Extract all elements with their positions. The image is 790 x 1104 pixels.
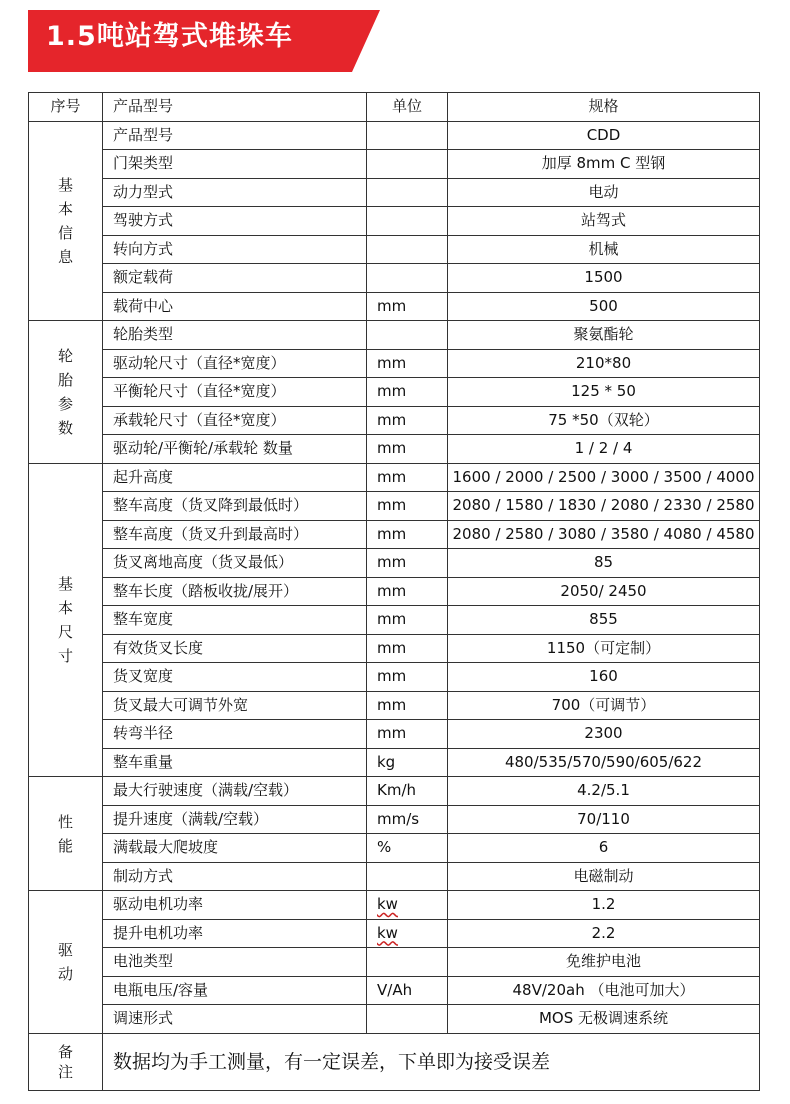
- item-unit: [367, 264, 448, 293]
- item-spec: 210*80: [448, 349, 760, 378]
- item-spec: 1.2: [448, 891, 760, 920]
- item-spec: 700（可调节）: [448, 691, 760, 720]
- item-spec: 500: [448, 292, 760, 321]
- item-unit: mm: [367, 492, 448, 521]
- table-row: [29, 549, 760, 578]
- table-row: [29, 748, 760, 777]
- table-row: [29, 577, 760, 606]
- item-spec: 125 * 50: [448, 378, 760, 407]
- item-unit: [367, 150, 448, 179]
- item-name: 承载轮尺寸（直径*宽度）: [103, 406, 367, 435]
- table-row: [29, 976, 760, 1005]
- table-row: [29, 150, 760, 179]
- item-name: 最大行驶速度（满载/空载）: [103, 777, 367, 806]
- item-spec: 855: [448, 606, 760, 635]
- item-name: 满载最大爬坡度: [103, 834, 367, 863]
- item-name: 整车高度（货叉升到最高时）: [103, 520, 367, 549]
- table-row: [29, 349, 760, 378]
- item-unit: [367, 919, 448, 948]
- item-unit: mm: [367, 378, 448, 407]
- item-unit: mm/s: [367, 805, 448, 834]
- item-unit: mm: [367, 634, 448, 663]
- group-label: 性 能: [29, 777, 103, 891]
- table-row: [29, 720, 760, 749]
- table-row: [29, 634, 760, 663]
- group-label: 轮 胎 参 数: [29, 321, 103, 464]
- item-name: 载荷中心: [103, 292, 367, 321]
- item-spec: 2080 / 2580 / 3080 / 3580 / 4080 / 4580: [448, 520, 760, 549]
- item-name: 整车长度（踏板收拢/展开）: [103, 577, 367, 606]
- item-spec: 1600 / 2000 / 2500 / 3000 / 3500 / 4000: [448, 463, 760, 492]
- item-name: 驱动轮/平衡轮/承载轮 数量: [103, 435, 367, 464]
- item-unit: mm: [367, 463, 448, 492]
- item-spec: 70/110: [448, 805, 760, 834]
- table-row: [29, 834, 760, 863]
- item-name: 动力型式: [103, 178, 367, 207]
- unit-text: kw: [377, 923, 398, 942]
- item-name: 转弯半径: [103, 720, 367, 749]
- item-spec: 2.2: [448, 919, 760, 948]
- item-name: 整车高度（货叉降到最低时）: [103, 492, 367, 521]
- item-name: 有效货叉长度: [103, 634, 367, 663]
- item-spec: 1150（可定制）: [448, 634, 760, 663]
- item-spec: 站驾式: [448, 207, 760, 236]
- item-spec: 85: [448, 549, 760, 578]
- header-item: 产品型号: [103, 93, 367, 122]
- table-row: [29, 520, 760, 549]
- item-unit: mm: [367, 720, 448, 749]
- item-unit: mm: [367, 606, 448, 635]
- item-unit: Km/h: [367, 777, 448, 806]
- header-seq: 序号: [29, 93, 103, 122]
- item-name: 制动方式: [103, 862, 367, 891]
- page-title: 1.5吨站驾式堆垛车: [46, 21, 293, 52]
- item-name: 门架类型: [103, 150, 367, 179]
- item-spec: 2050/ 2450: [448, 577, 760, 606]
- header-unit: 单位: [367, 93, 448, 122]
- table-row: [29, 435, 760, 464]
- item-spec: 电动: [448, 178, 760, 207]
- item-unit: mm: [367, 691, 448, 720]
- item-name: 额定载荷: [103, 264, 367, 293]
- item-spec: MOS 无极调速系统: [448, 1005, 760, 1034]
- item-name: 驾驶方式: [103, 207, 367, 236]
- item-unit: mm: [367, 577, 448, 606]
- item-unit: [367, 891, 448, 920]
- item-spec: 1500: [448, 264, 760, 293]
- item-unit: mm: [367, 663, 448, 692]
- item-unit: [367, 207, 448, 236]
- table-row: [29, 777, 760, 806]
- item-unit: [367, 1005, 448, 1034]
- table-row: [29, 235, 760, 264]
- table-row: [29, 207, 760, 236]
- item-name: 货叉最大可调节外宽: [103, 691, 367, 720]
- note-text: 数据均为手工测量，有一定误差，下单即为接受误差: [103, 1033, 760, 1090]
- item-spec: 电磁制动: [448, 862, 760, 891]
- item-name: 轮胎类型: [103, 321, 367, 350]
- item-spec: 480/535/570/590/605/622: [448, 748, 760, 777]
- item-unit: kg: [367, 748, 448, 777]
- item-name: 电瓶电压/容量: [103, 976, 367, 1005]
- item-name: 货叉离地高度（货叉最低）: [103, 549, 367, 578]
- item-name: 驱动电机功率: [103, 891, 367, 920]
- item-unit: mm: [367, 520, 448, 549]
- table-row: [29, 264, 760, 293]
- table-row: [29, 691, 760, 720]
- header-spec: 规格: [448, 93, 760, 122]
- item-name: 驱动轮尺寸（直径*宽度）: [103, 349, 367, 378]
- item-name: 电池类型: [103, 948, 367, 977]
- table-row: [29, 948, 760, 977]
- table-row: [29, 121, 760, 150]
- note-label: 备 注: [29, 1033, 103, 1090]
- item-spec: 2080 / 1580 / 1830 / 2080 / 2330 / 2580: [448, 492, 760, 521]
- item-spec: CDD: [448, 121, 760, 150]
- table-row: [29, 406, 760, 435]
- item-unit: mm: [367, 349, 448, 378]
- item-unit: [367, 121, 448, 150]
- table-row: [29, 463, 760, 492]
- item-unit: [367, 862, 448, 891]
- item-spec: 机械: [448, 235, 760, 264]
- group-label: 基 本 信 息: [29, 121, 103, 321]
- item-unit: mm: [367, 406, 448, 435]
- item-unit: [367, 321, 448, 350]
- table-row: [29, 606, 760, 635]
- item-name: 转向方式: [103, 235, 367, 264]
- table-row: [29, 178, 760, 207]
- group-label: 基 本 尺 寸: [29, 463, 103, 777]
- spec-table: [28, 92, 760, 1091]
- item-name: 提升电机功率: [103, 919, 367, 948]
- item-name: 产品型号: [103, 121, 367, 150]
- item-spec: 1 / 2 / 4: [448, 435, 760, 464]
- item-name: 货叉宽度: [103, 663, 367, 692]
- item-spec: 160: [448, 663, 760, 692]
- group-label: 驱 动: [29, 891, 103, 1034]
- item-spec: 4.2/5.1: [448, 777, 760, 806]
- item-unit: mm: [367, 435, 448, 464]
- item-spec: 2300: [448, 720, 760, 749]
- item-name: 整车宽度: [103, 606, 367, 635]
- table-row: [29, 663, 760, 692]
- item-spec: 免维护电池: [448, 948, 760, 977]
- unit-text: kw: [377, 895, 398, 913]
- table-row: [29, 1005, 760, 1034]
- item-unit: %: [367, 834, 448, 863]
- item-unit: [367, 235, 448, 264]
- table-row: [29, 862, 760, 891]
- item-unit: [367, 948, 448, 977]
- table-header-row: [29, 93, 760, 122]
- item-spec: 48V/20ah （电池可加大）: [448, 976, 760, 1005]
- item-name: 调速形式: [103, 1005, 367, 1034]
- item-name: 提升速度（满载/空载）: [103, 805, 367, 834]
- item-unit: mm: [367, 549, 448, 578]
- item-name: 整车重量: [103, 748, 367, 777]
- table-row: [29, 492, 760, 521]
- table-row: [29, 292, 760, 321]
- item-name: 平衡轮尺寸（直径*宽度）: [103, 378, 367, 407]
- table-row: [29, 321, 760, 350]
- table-row: [29, 805, 760, 834]
- item-name: 起升高度: [103, 463, 367, 492]
- table-row: [29, 919, 760, 948]
- item-spec: 加厚 8mm C 型钢: [448, 150, 760, 179]
- table-row: [29, 891, 760, 920]
- item-unit: V/Ah: [367, 976, 448, 1005]
- note-row: [29, 1033, 760, 1090]
- item-unit: [367, 178, 448, 207]
- item-spec: 6: [448, 834, 760, 863]
- item-spec: 聚氨酯轮: [448, 321, 760, 350]
- item-spec: 75 *50（双轮）: [448, 406, 760, 435]
- table-row: [29, 378, 760, 407]
- item-unit: mm: [367, 292, 448, 321]
